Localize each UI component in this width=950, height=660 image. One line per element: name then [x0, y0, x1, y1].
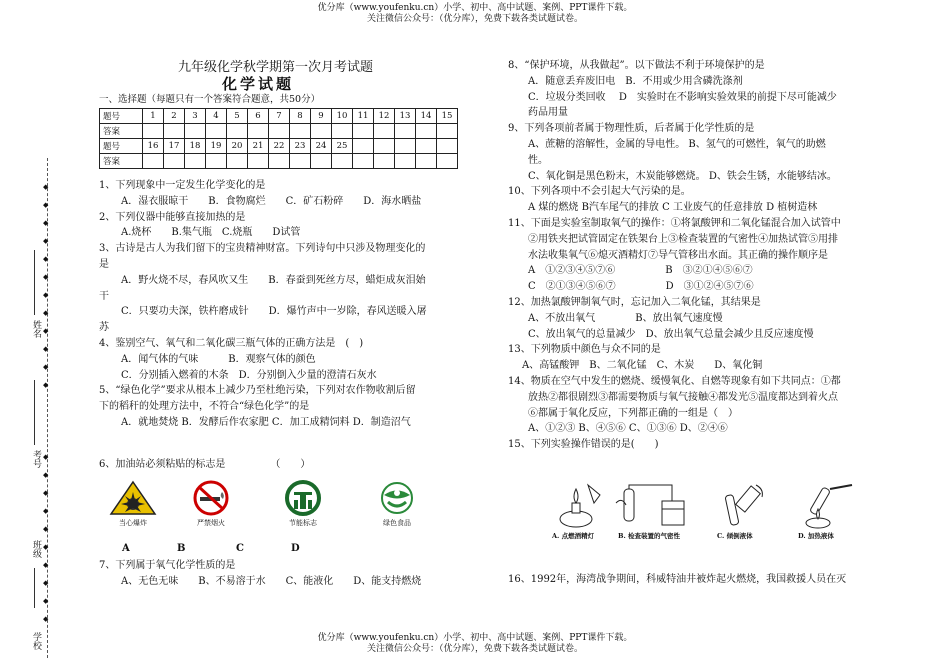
- option-letter: B: [177, 543, 186, 554]
- binding-diamonds: ◆ ◆ ◆ ◆ ◆ ◆ ◆ ◆ ◆ ◆ ◆ ◆: [43, 183, 49, 389]
- header-line-1: 优分库（www.youfenku.cn）小学、初中、高中试题、案例、PPT课件下载。: [317, 3, 633, 13]
- empty-cell: [437, 139, 458, 154]
- question-number: 24: [311, 139, 332, 154]
- question-line: 13、下列物质中颜色与众不同的是: [508, 344, 661, 356]
- answer-cell[interactable]: [185, 124, 206, 139]
- right-questions: [508, 58, 888, 453]
- answer-cell[interactable]: [269, 124, 290, 139]
- question-7: 7、下列属于氧气化学性质的是: [99, 560, 236, 571]
- question-number: 6: [248, 109, 269, 124]
- answer-cell[interactable]: [206, 124, 227, 139]
- experiment-caption: D. 加热液体: [798, 532, 834, 540]
- experiment-caption: B. 检查装置的气密性: [618, 532, 681, 540]
- number-label: 考号: [31, 450, 41, 468]
- question-number: 21: [248, 139, 269, 154]
- question-number: 19: [206, 139, 227, 154]
- page-footer: [0, 633, 950, 655]
- empty-cell: [374, 139, 395, 154]
- empty-cell: [416, 139, 437, 154]
- option-line: A．湿衣服晾干 B．食物腐烂 C．矿石粉碎 D．海水晒盐: [121, 195, 422, 207]
- energy-saving-sign-icon: [278, 480, 328, 516]
- question-line: 水法收集氧气⑥熄灭酒精灯⑦导气管移出水面。其正确的操作顺序是: [528, 249, 828, 261]
- question-7-options: A、无色无味 B、不易溶于水 C、能液化 D、能支持燃烧: [121, 576, 422, 587]
- class-field-line: [34, 568, 35, 608]
- experiment-caption: A. 点燃酒精灯: [552, 532, 595, 540]
- binding-margin: [0, 0, 70, 660]
- option-line: A、蔗糖的溶解性，金属的导电性。 B、氢气的可燃性，氧气的助燃: [528, 138, 826, 150]
- question-number: 3: [185, 109, 206, 124]
- question-number: 9: [311, 109, 332, 124]
- answer-cell[interactable]: [290, 124, 311, 139]
- question-number: 15: [437, 109, 458, 124]
- airtightness-check-icon: [612, 483, 692, 529]
- question-number-label: 题号: [100, 139, 143, 154]
- question-line: 5、“绿色化学”要求从根本上减少乃至杜绝污染，下列对农作物收割后留: [99, 385, 416, 397]
- sign-caption: 严禁烟火: [197, 519, 225, 527]
- answer-label: 答案: [100, 154, 143, 169]
- question-16: 16、1992年，海湾战争期间，科威特油井被炸起火燃烧，我国救援人员在灭: [508, 574, 847, 585]
- question-line: 放热②都很剧烈③都需要物质与氧气接触④都发光⑤温度都达到着火点: [528, 391, 838, 403]
- option-line: C、氧化铜是黑色粉末，木炭能够燃烧。 D、铁会生锈，水能够结冰。: [528, 170, 837, 182]
- answer-table: [99, 108, 458, 169]
- option-line: C、放出氧气的总量减少 D、放出氧气总量会减少且反应速度慢: [528, 328, 814, 340]
- option-line: A．野火烧不尽，春风吹又生 B．春蚕到死丝方尽，蜡炬成灰泪始: [121, 274, 426, 286]
- answer-cell[interactable]: [143, 124, 164, 139]
- question-line: 11、下面是实验室制取氧气的操作：①将氯酸钾和二氧化锰混合加入试管中: [508, 217, 841, 229]
- question-number: 4: [206, 109, 227, 124]
- question-number: 7: [269, 109, 290, 124]
- question-number: 16: [143, 139, 164, 154]
- answer-cell[interactable]: [227, 124, 248, 139]
- answer-cell[interactable]: [332, 124, 353, 139]
- question-number: 11: [353, 109, 374, 124]
- answer-cell[interactable]: [185, 154, 206, 169]
- option-line: A．就地焚烧 B．发酵后作农家肥 C．加工成精饲料 D．制造沼气: [121, 416, 411, 428]
- pour-liquid-icon: [712, 483, 772, 529]
- answer-table-row: [100, 124, 458, 139]
- question-number: 13: [395, 109, 416, 124]
- option-line: 苏: [99, 322, 109, 334]
- question-line: 14、物质在空气中发生的燃烧、缓慢氧化、自燃等现象有如下共同点：①都: [508, 375, 841, 387]
- question-line: 10、下列各项中不会引起大气污染的是。: [508, 186, 691, 198]
- answer-table-row: [100, 109, 458, 124]
- option-line: C．只要功夫深，铁杵磨成针 D．爆竹声中一岁除，春风送暖入屠: [121, 306, 427, 318]
- option-line: 干: [99, 290, 109, 302]
- answer-cell[interactable]: [269, 154, 290, 169]
- question-line: 下的稻秆的处理方法中，不符合“绿色化学”的是: [99, 401, 310, 413]
- option-line: C ②①③④⑤⑥⑦ D ③①②④⑤⑦⑥: [528, 281, 754, 293]
- question-number: 8: [290, 109, 311, 124]
- footer-line-1: 优分库（www.youfenku.cn）小学、初中、高中试题、案例、PPT课件下载。: [317, 633, 633, 643]
- answer-table-row: [100, 139, 458, 154]
- question-line: ⑥都属于氧化反应，下列都正确的一组是（ ）: [528, 407, 738, 419]
- option-line: C．垃圾分类回收 D 实验时在不影响实验效果的前提下尽可能减少: [528, 91, 837, 103]
- answer-cell[interactable]: [311, 124, 332, 139]
- question-line: 1、下列现象中一定发生化学变化的是: [99, 180, 266, 191]
- number-field-line: [34, 380, 35, 445]
- option-line: C．分别插入燃着的木条 D．分别倒入少量的澄清石灰水: [121, 369, 377, 381]
- answer-cell[interactable]: [248, 124, 269, 139]
- question-line: 是: [99, 258, 109, 270]
- experiment-caption: C. 倾倒液体: [717, 532, 753, 540]
- exam-title: 九年级化学秋学期第一次月考试题: [178, 60, 374, 75]
- empty-cell: [416, 154, 437, 169]
- option-letter: D: [291, 543, 300, 554]
- empty-cell: [353, 154, 374, 169]
- answer-cell[interactable]: [311, 154, 332, 169]
- answer-table-row: [100, 154, 458, 169]
- answer-cell[interactable]: [290, 154, 311, 169]
- question-number: 1: [143, 109, 164, 124]
- question-6: 6、加油站必须粘贴的标志是 （ ）: [99, 459, 311, 470]
- empty-cell: [353, 139, 374, 154]
- school-label: 学校: [31, 632, 41, 650]
- question-number: 5: [227, 109, 248, 124]
- name-label: 姓名: [31, 320, 41, 338]
- header-line-2: 关注微信公众号：（优分库），免费下载各类试题试卷。: [366, 14, 583, 24]
- question-number: 23: [290, 139, 311, 154]
- question-line: 9、下列各项前者属于物理性质，后者属于化学性质的是: [508, 123, 755, 135]
- empty-cell: [374, 154, 395, 169]
- question-number-label: 题号: [100, 109, 143, 124]
- answer-cell[interactable]: [164, 154, 185, 169]
- answer-cell[interactable]: [206, 154, 227, 169]
- question-number: 22: [269, 139, 290, 154]
- heat-liquid-icon: [790, 483, 865, 529]
- question-number: 14: [416, 109, 437, 124]
- question-line: 4、鉴别空气、氧气和二氧化碳三瓶气体的正确方法是 ( ): [99, 337, 364, 349]
- empty-cell: [395, 139, 416, 154]
- option-line: A.烧杯 B.集气瓶 C.烧瓶 D试管: [121, 227, 301, 239]
- name-field-line: [34, 250, 35, 315]
- question-line: 2、下列仪器中能够直接加热的是: [99, 211, 246, 223]
- empty-cell: [437, 154, 458, 169]
- option-line: A．随意丢弃废旧电 B．不用或少用含磷洗涤剂: [528, 75, 743, 87]
- question-number: 2: [164, 109, 185, 124]
- answer-cell[interactable]: [437, 124, 458, 139]
- option-line: A、高锰酸钾 B、二氧化锰 C、木炭 D、氧化铜: [522, 360, 763, 372]
- sign-caption: 当心爆炸: [119, 519, 147, 527]
- sign-caption: 节能标志: [289, 519, 317, 527]
- option-letter: C: [236, 543, 244, 554]
- option-line: A、①②③ B、④⑤⑥ C、①③⑥ D、②④⑥: [528, 423, 728, 435]
- option-letter: A: [122, 543, 130, 554]
- answer-cell[interactable]: [416, 124, 437, 139]
- answer-label: 答案: [100, 124, 143, 139]
- class-label: 班级: [31, 540, 41, 558]
- question-number: 17: [164, 139, 185, 154]
- question-number: 20: [227, 139, 248, 154]
- question-number: 25: [332, 139, 353, 154]
- explosion-warning-sign-icon: [108, 480, 158, 516]
- answer-cell[interactable]: [143, 154, 164, 169]
- option-line: A、不放出氧气 B、放出氧气速度慢: [528, 312, 723, 324]
- question-line: 12、加热氯酸钾制氧气时，忘记加入二氧化锰，其结果是: [508, 296, 761, 308]
- footer-line-2: 关注微信公众号：（优分库），免费下载各类试题试卷。: [366, 644, 583, 654]
- question-line: ②用铁夹把试管固定在铁架台上③检查装置的气密性④加热试管⑤用排: [528, 233, 838, 245]
- section-heading: 一、选择题（每题只有一个答案符合题意，共50分）: [99, 94, 321, 105]
- alcohol-lamp-icon: [548, 483, 608, 529]
- no-fire-sign-icon: [186, 480, 236, 516]
- answer-cell[interactable]: [227, 154, 248, 169]
- sign-caption: 绿色食品: [383, 519, 411, 527]
- option-line: A．闻气体的气味 B．观察气体的颜色: [121, 353, 316, 365]
- left-questions: [99, 178, 489, 431]
- answer-cell[interactable]: [395, 124, 416, 139]
- binding-diamonds-lower: ◆ ◆ ◆ ◆ ◆ ◆ ◆ ◆ ◆ ◆: [43, 453, 49, 623]
- answer-cell[interactable]: [374, 124, 395, 139]
- answer-cell[interactable]: [353, 124, 374, 139]
- option-line: A 煤的燃烧 B汽车尾气的排放 C 工业废气的任意排放 D 植树造林: [528, 202, 818, 214]
- page-header: [0, 3, 950, 25]
- green-food-sign-icon: [372, 480, 422, 516]
- option-line: 性。: [528, 154, 548, 166]
- question-line: 3、古诗是古人为我们留下的宝贵精神财富。下列诗句中只涉及物理变化的: [99, 243, 426, 255]
- option-line: 药品用量: [528, 107, 568, 119]
- option-line: A ①②③④⑤⑦⑥ B ③②①④⑤⑥⑦: [528, 265, 753, 277]
- question-number: 18: [185, 139, 206, 154]
- question-line: 8、“保护环境，从我做起”。以下做法不利于环境保护的是: [508, 60, 765, 71]
- question-line: 15、下列实验操作错误的是( ): [508, 439, 659, 451]
- question-number: 12: [374, 109, 395, 124]
- question-number: 10: [332, 109, 353, 124]
- answer-cell[interactable]: [248, 154, 269, 169]
- empty-cell: [395, 154, 416, 169]
- answer-cell[interactable]: [164, 124, 185, 139]
- exam-subtitle: 化学试题: [222, 75, 295, 93]
- answer-cell[interactable]: [332, 154, 353, 169]
